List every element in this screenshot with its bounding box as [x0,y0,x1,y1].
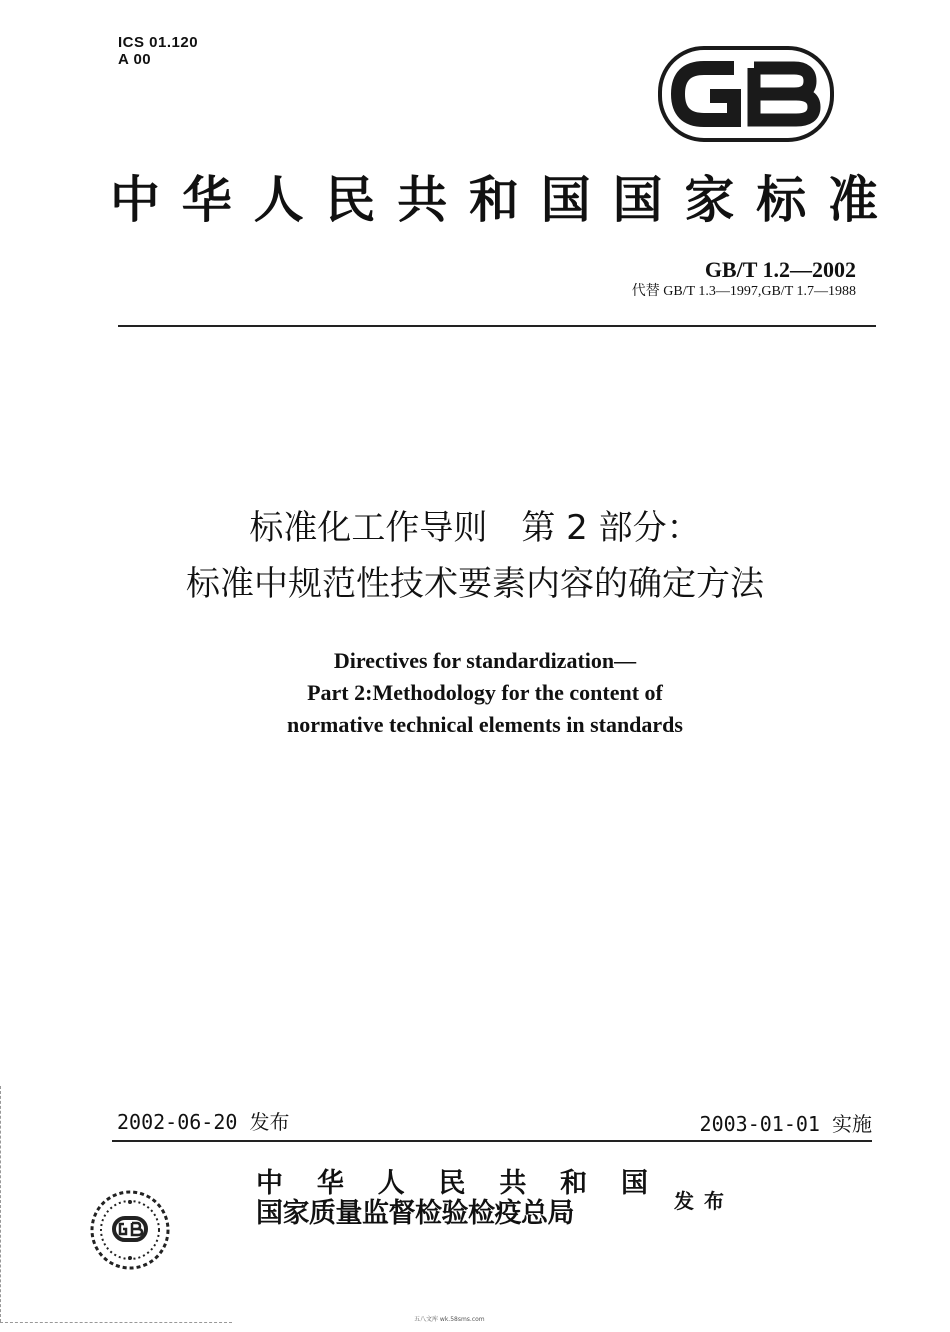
implementation-date: 2003-01-01 实施 [699,1112,872,1136]
publisher-line2: 国家质量监督检验检疫总局 [256,1198,574,1229]
watermark-text: 五八文库 wk.58sms.com [414,1316,485,1323]
publish-label: 发布 [674,1189,734,1213]
standard-number: GB/T 1.2—2002 [704,257,856,282]
title-en-line3: normative technical elements in standards [287,712,683,737]
publisher-line1: 中华人民共和国 [256,1168,648,1199]
issue-date: 2002-06-20 发布 [117,1110,290,1134]
scan-edge-left [0,1086,3,1322]
title-cn-line1: 标准化工作导则 第 2 部分： [249,508,701,548]
header-divider [118,325,876,327]
title-en-line1: Directives for standardization— [333,648,637,673]
title-en-line2: Part 2:Methodology for the content of [307,680,663,705]
ics-code: ICS 01.120 [118,34,199,51]
scan-edge-bottom [0,1322,232,1324]
country-standard-title: 中华人民共和国国家标准 [110,170,882,229]
official-seal-icon [88,1188,172,1272]
replaces-standards: 代替 GB/T 1.3—1997,GB/T 1.7—1988 [631,284,856,299]
footer-divider [112,1140,872,1142]
class-code: A 00 [118,51,152,68]
gb-logo [658,46,834,142]
classification-codes [118,34,198,68]
title-cn-line2: 标准中规范性技术要素内容的确定方法 [186,564,764,604]
